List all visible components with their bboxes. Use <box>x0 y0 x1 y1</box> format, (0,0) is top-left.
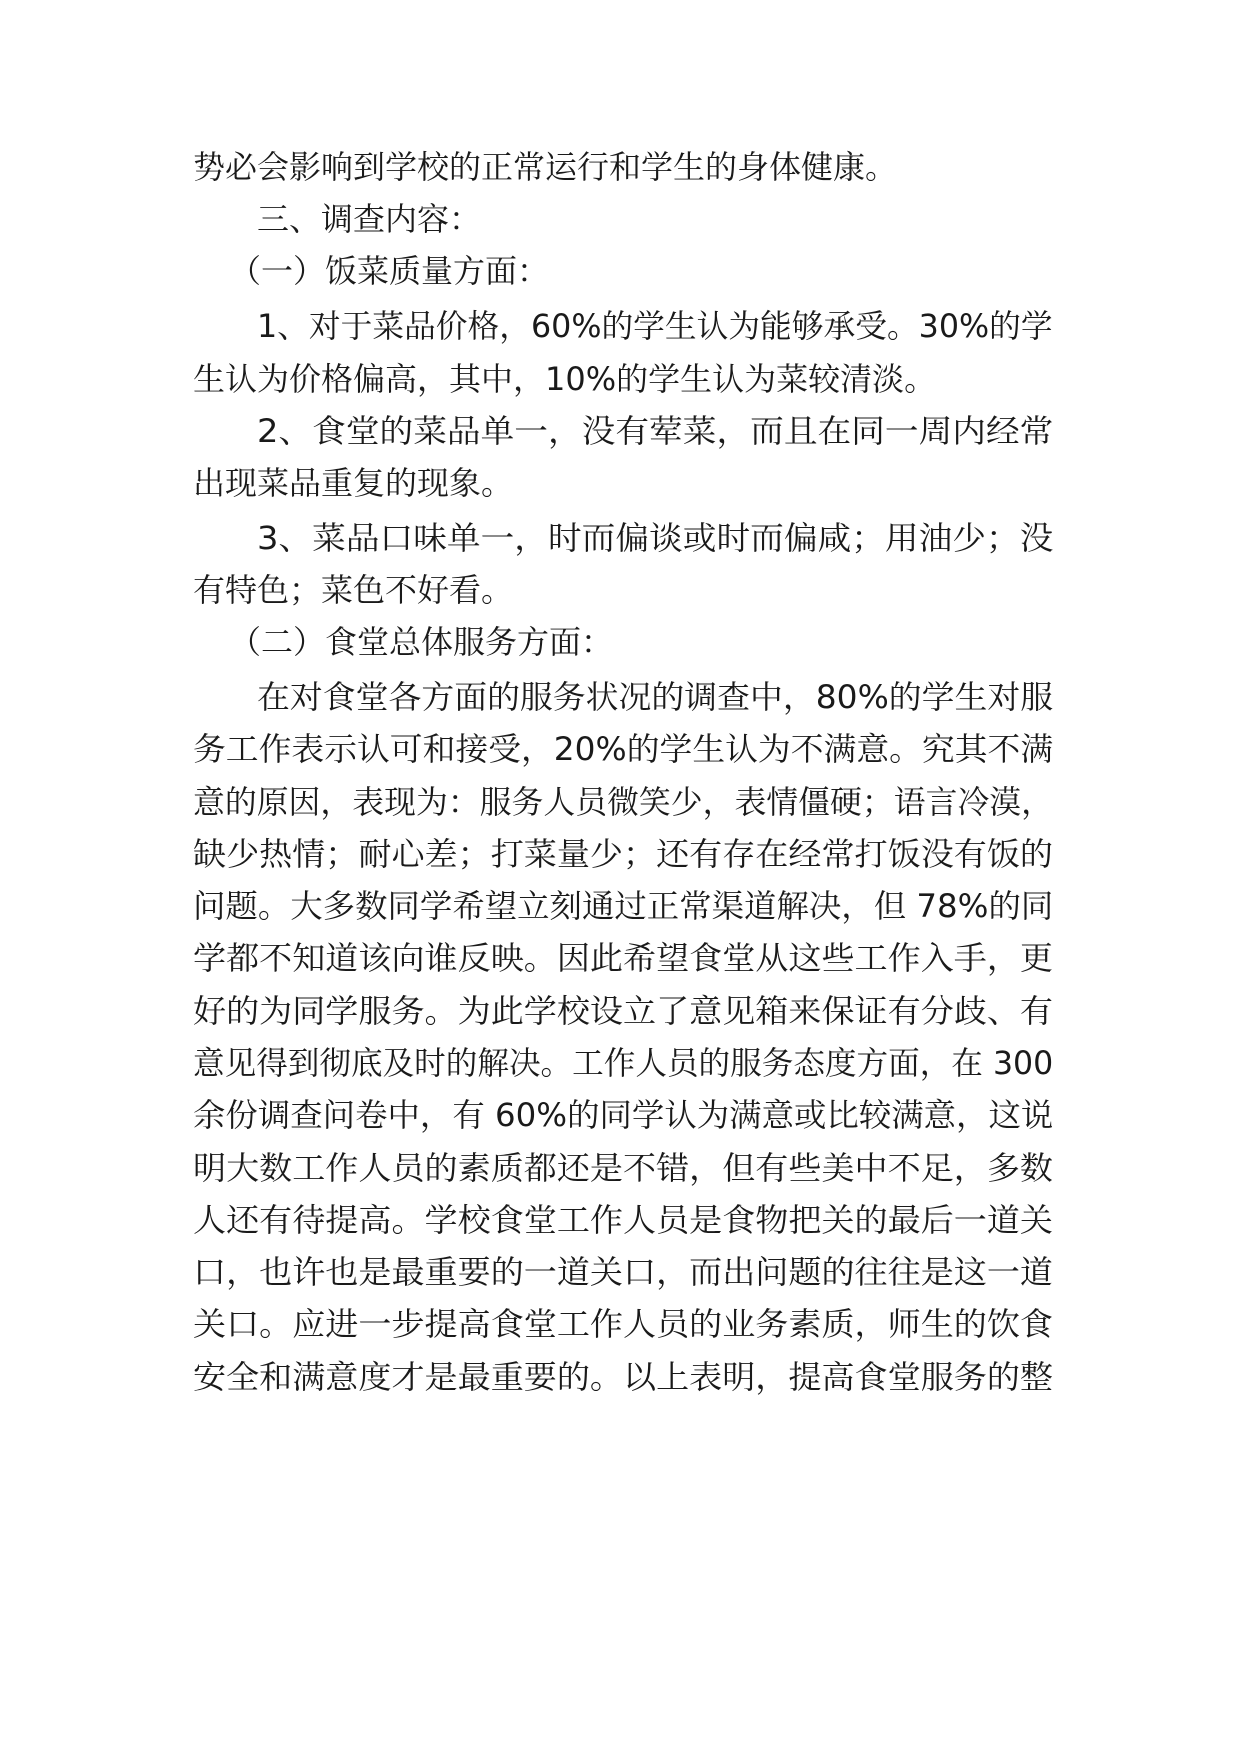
text-line <box>193 824 1053 884</box>
text-line <box>193 876 1053 936</box>
text-line-content: 人还有待提高。学校食堂工作人员是食物把关的最后一道关 <box>193 1201 1054 1239</box>
section-heading-text: 三、调查内容： <box>257 200 482 238</box>
subsection-heading <box>229 612 1053 672</box>
text-line-content: 问题。大多数同学希望立刻通过正常渠道解决，但 78%的同 <box>193 887 1054 925</box>
text-line <box>193 453 1053 513</box>
text-line-content: 好的为同学服务。为此学校设立了意见箱来保证有分歧、有 <box>193 992 1054 1030</box>
text-line-content: 务工作表示认可和接受，20%的学生认为不满意。究其不满 <box>193 730 1054 768</box>
text-line-content: 明大数工作人员的素质都还是不错，但有些美中不足，多数 <box>193 1149 1054 1187</box>
text-line-content: 3、菜品口味单一，时而偏谈或时而偏咸；用油少；没 <box>257 519 1054 557</box>
subsection-heading-text: （一）饭菜质量方面： <box>229 252 550 290</box>
text-line <box>193 1085 1053 1145</box>
text-line <box>193 1294 1053 1354</box>
text-line <box>193 1347 1053 1407</box>
text-line <box>193 719 1053 779</box>
text-line <box>257 401 1053 461</box>
text-line <box>193 1242 1053 1302</box>
subsection-heading-text: （二）食堂总体服务方面： <box>229 623 614 661</box>
text-line-content: 意见得到彻底及时的解决。工作人员的服务态度方面，在 300 <box>193 1044 1054 1082</box>
text-line <box>193 772 1053 832</box>
text-line <box>193 1190 1053 1250</box>
text-line-content: 生认为价格偏高，其中，10%的学生认为菜较清淡。 <box>193 360 937 398</box>
text-line <box>193 981 1053 1041</box>
text-line-content: 2、食堂的菜品单一，没有荤菜，而且在同一周内经常 <box>257 412 1054 450</box>
subsection-heading <box>229 241 1053 301</box>
text-line-content: 余份调查问卷中，有 60%的同学认为满意或比较满意，这说 <box>193 1096 1054 1134</box>
text-line <box>193 349 1053 409</box>
text-line-content: 势必会影响到学校的正常运行和学生的身体健康。 <box>193 148 898 186</box>
text-line-content: 学都不知道该向谁反映。因此希望食堂从这些工作入手，更 <box>193 939 1054 977</box>
text-line-content: 1、对于菜品价格，60%的学生认为能够承受。30%的学 <box>257 307 1053 345</box>
text-line <box>257 508 1053 568</box>
text-line <box>193 928 1053 988</box>
text-line-content: 口，也许也是最重要的一道关口，而出问题的往往是这一道 <box>193 1253 1054 1291</box>
text-line <box>193 1033 1053 1093</box>
text-line-content: 关口。应进一步提高食堂工作人员的业务素质，师生的饮食 <box>193 1305 1054 1343</box>
text-line-content: 安全和满意度才是最重要的。以上表明，提高食堂服务的整 <box>193 1358 1054 1396</box>
text-line <box>257 296 1053 356</box>
text-line <box>193 137 1053 197</box>
text-line <box>257 667 1053 727</box>
text-line-content: 缺少热情；耐心差；打菜量少；还有存在经常打饭没有饭的 <box>193 835 1054 873</box>
text-line-content: 意的原因，表现为：服务人员微笑少，表情僵硬；语言冷漠， <box>193 783 1054 821</box>
text-line-content: 出现菜品重复的现象。 <box>193 464 514 502</box>
text-line <box>193 1138 1053 1198</box>
text-line-content: 有特色；菜色不好看。 <box>193 571 514 609</box>
section-heading <box>257 189 1053 249</box>
text-line <box>193 560 1053 620</box>
text-line-content: 在对食堂各方面的服务状况的调查中，80%的学生对服 <box>257 678 1054 716</box>
